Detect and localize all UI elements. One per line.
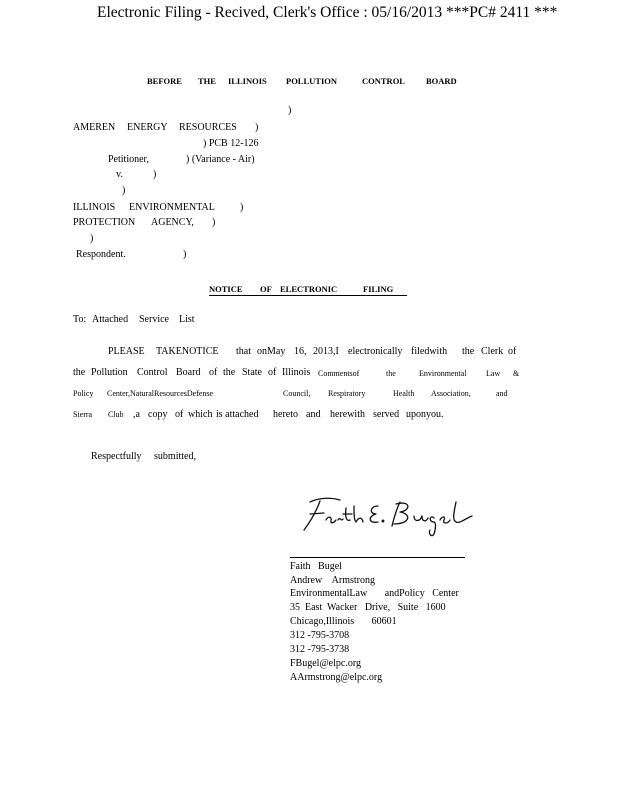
body-word: State	[242, 367, 262, 378]
body-word: and	[306, 409, 321, 420]
signature-line	[290, 557, 465, 558]
body-word: the	[73, 367, 86, 378]
notice-word: FILING	[363, 284, 394, 294]
body-word: Law	[486, 369, 501, 378]
body-word: Policy	[73, 389, 94, 398]
body-word: the	[386, 369, 396, 378]
phone: 312 -795-3708	[290, 630, 350, 641]
body-word: of	[209, 367, 218, 378]
to-word: List	[179, 314, 195, 325]
body-word: 16,	[294, 346, 307, 357]
body-word: that	[236, 346, 251, 357]
address-city: Chicago,Illinois 60601	[290, 616, 397, 627]
body-word: and	[496, 389, 508, 398]
paren: )	[183, 249, 187, 260]
body-word: of	[175, 409, 184, 420]
caption-board: BOARD	[426, 76, 457, 86]
email: AArmstrong@elpc.org	[290, 672, 383, 683]
party-ameren: AMEREN	[73, 122, 116, 133]
body-word: filedwith	[411, 346, 448, 357]
body-word: the	[223, 367, 236, 378]
body-word: Center,NaturalResourcesDefense	[107, 389, 214, 398]
body-word: which	[188, 409, 213, 420]
body-word: electronically	[348, 346, 403, 357]
party-resources: RESOURCES	[179, 122, 237, 133]
body-word: Board	[176, 367, 201, 378]
body-word: herewith	[330, 409, 365, 420]
paren: )	[90, 233, 94, 244]
paren: )	[288, 105, 292, 116]
petitioner-label: Petitioner,	[108, 154, 149, 165]
handwritten-signature	[296, 492, 481, 540]
party-energy: ENERGY	[127, 122, 168, 133]
party-illinois: ILLINOIS	[73, 202, 116, 213]
closing: Respectfully submitted,	[91, 451, 196, 462]
body-word: served	[373, 409, 400, 420]
body-word: Control	[137, 367, 168, 378]
body-word: Illinois	[282, 367, 311, 378]
versus-label: v.	[116, 169, 123, 180]
notice-title	[209, 284, 407, 296]
body-word: Health	[393, 389, 415, 398]
body-word: TAKENOTICE	[156, 346, 219, 357]
body-word: Commentsof	[318, 369, 360, 378]
address-street: 35 East Wacker Drive, Suite 1600	[290, 602, 446, 613]
to-label: To:	[73, 314, 87, 325]
body-word: is attached	[216, 409, 259, 420]
body-word: 2013,I	[313, 346, 339, 357]
party-environmental: ENVIRONMENTAL	[129, 202, 215, 213]
body-word: Association,	[431, 389, 471, 398]
body-word: onMay	[257, 346, 286, 357]
body-word: Sierra	[73, 410, 93, 419]
body-word: of	[268, 367, 277, 378]
body-word: Pollution	[91, 367, 128, 378]
respondent-label: Respondent.	[76, 249, 126, 260]
body-word: &	[513, 369, 520, 378]
organization: EnvironmentalLaw andPolicy Center	[290, 588, 459, 599]
email: FBugel@elpc.org	[290, 658, 361, 669]
body-word: Respiratory	[328, 389, 366, 398]
paren: )	[153, 169, 157, 180]
phone: 312 -795-3738	[290, 644, 350, 655]
to-word: Attached	[92, 314, 129, 325]
notice-word: ELECTRONIC	[280, 284, 338, 294]
body-word: Environmental	[419, 369, 467, 378]
body-word: uponyou.	[406, 409, 444, 420]
body-word: the	[462, 346, 475, 357]
notice-word: OF	[260, 284, 272, 294]
caption-control: CONTROL	[362, 76, 405, 86]
body-word: PLEASE	[108, 346, 145, 357]
paren: )	[240, 202, 244, 213]
body-word: hereto	[273, 409, 298, 420]
case-type: ) (Variance - Air)	[186, 154, 255, 165]
signer-name: Faith Bugel	[290, 561, 342, 572]
body-word: ,a	[133, 409, 140, 420]
body-word: Club	[108, 410, 124, 419]
body-word: Clerk	[481, 346, 504, 357]
paren: )	[212, 217, 216, 228]
notice-word: NOTICE	[209, 284, 243, 294]
to-word: Service	[139, 314, 169, 325]
caption-the: THE	[198, 76, 216, 86]
caption-pollution: POLLUTION	[286, 76, 338, 86]
paren: )	[122, 185, 126, 196]
filing-header: Electronic Filing - Recived, Clerk's Office : 05/16/2013 ***PC# 2411 ***	[97, 4, 558, 21]
signer-name: Andrew Armstrong	[290, 575, 375, 586]
paren: )	[255, 122, 259, 133]
body-word: of	[508, 346, 517, 357]
body-word: Council,	[283, 389, 311, 398]
party-protection: PROTECTION	[73, 217, 136, 228]
caption-before: BEFORE	[147, 76, 182, 86]
case-number: ) PCB 12-126	[203, 138, 259, 149]
caption-illinois: ILLINOIS	[228, 76, 267, 86]
party-agency: AGENCY,	[151, 217, 194, 228]
body-word: copy	[148, 409, 168, 420]
